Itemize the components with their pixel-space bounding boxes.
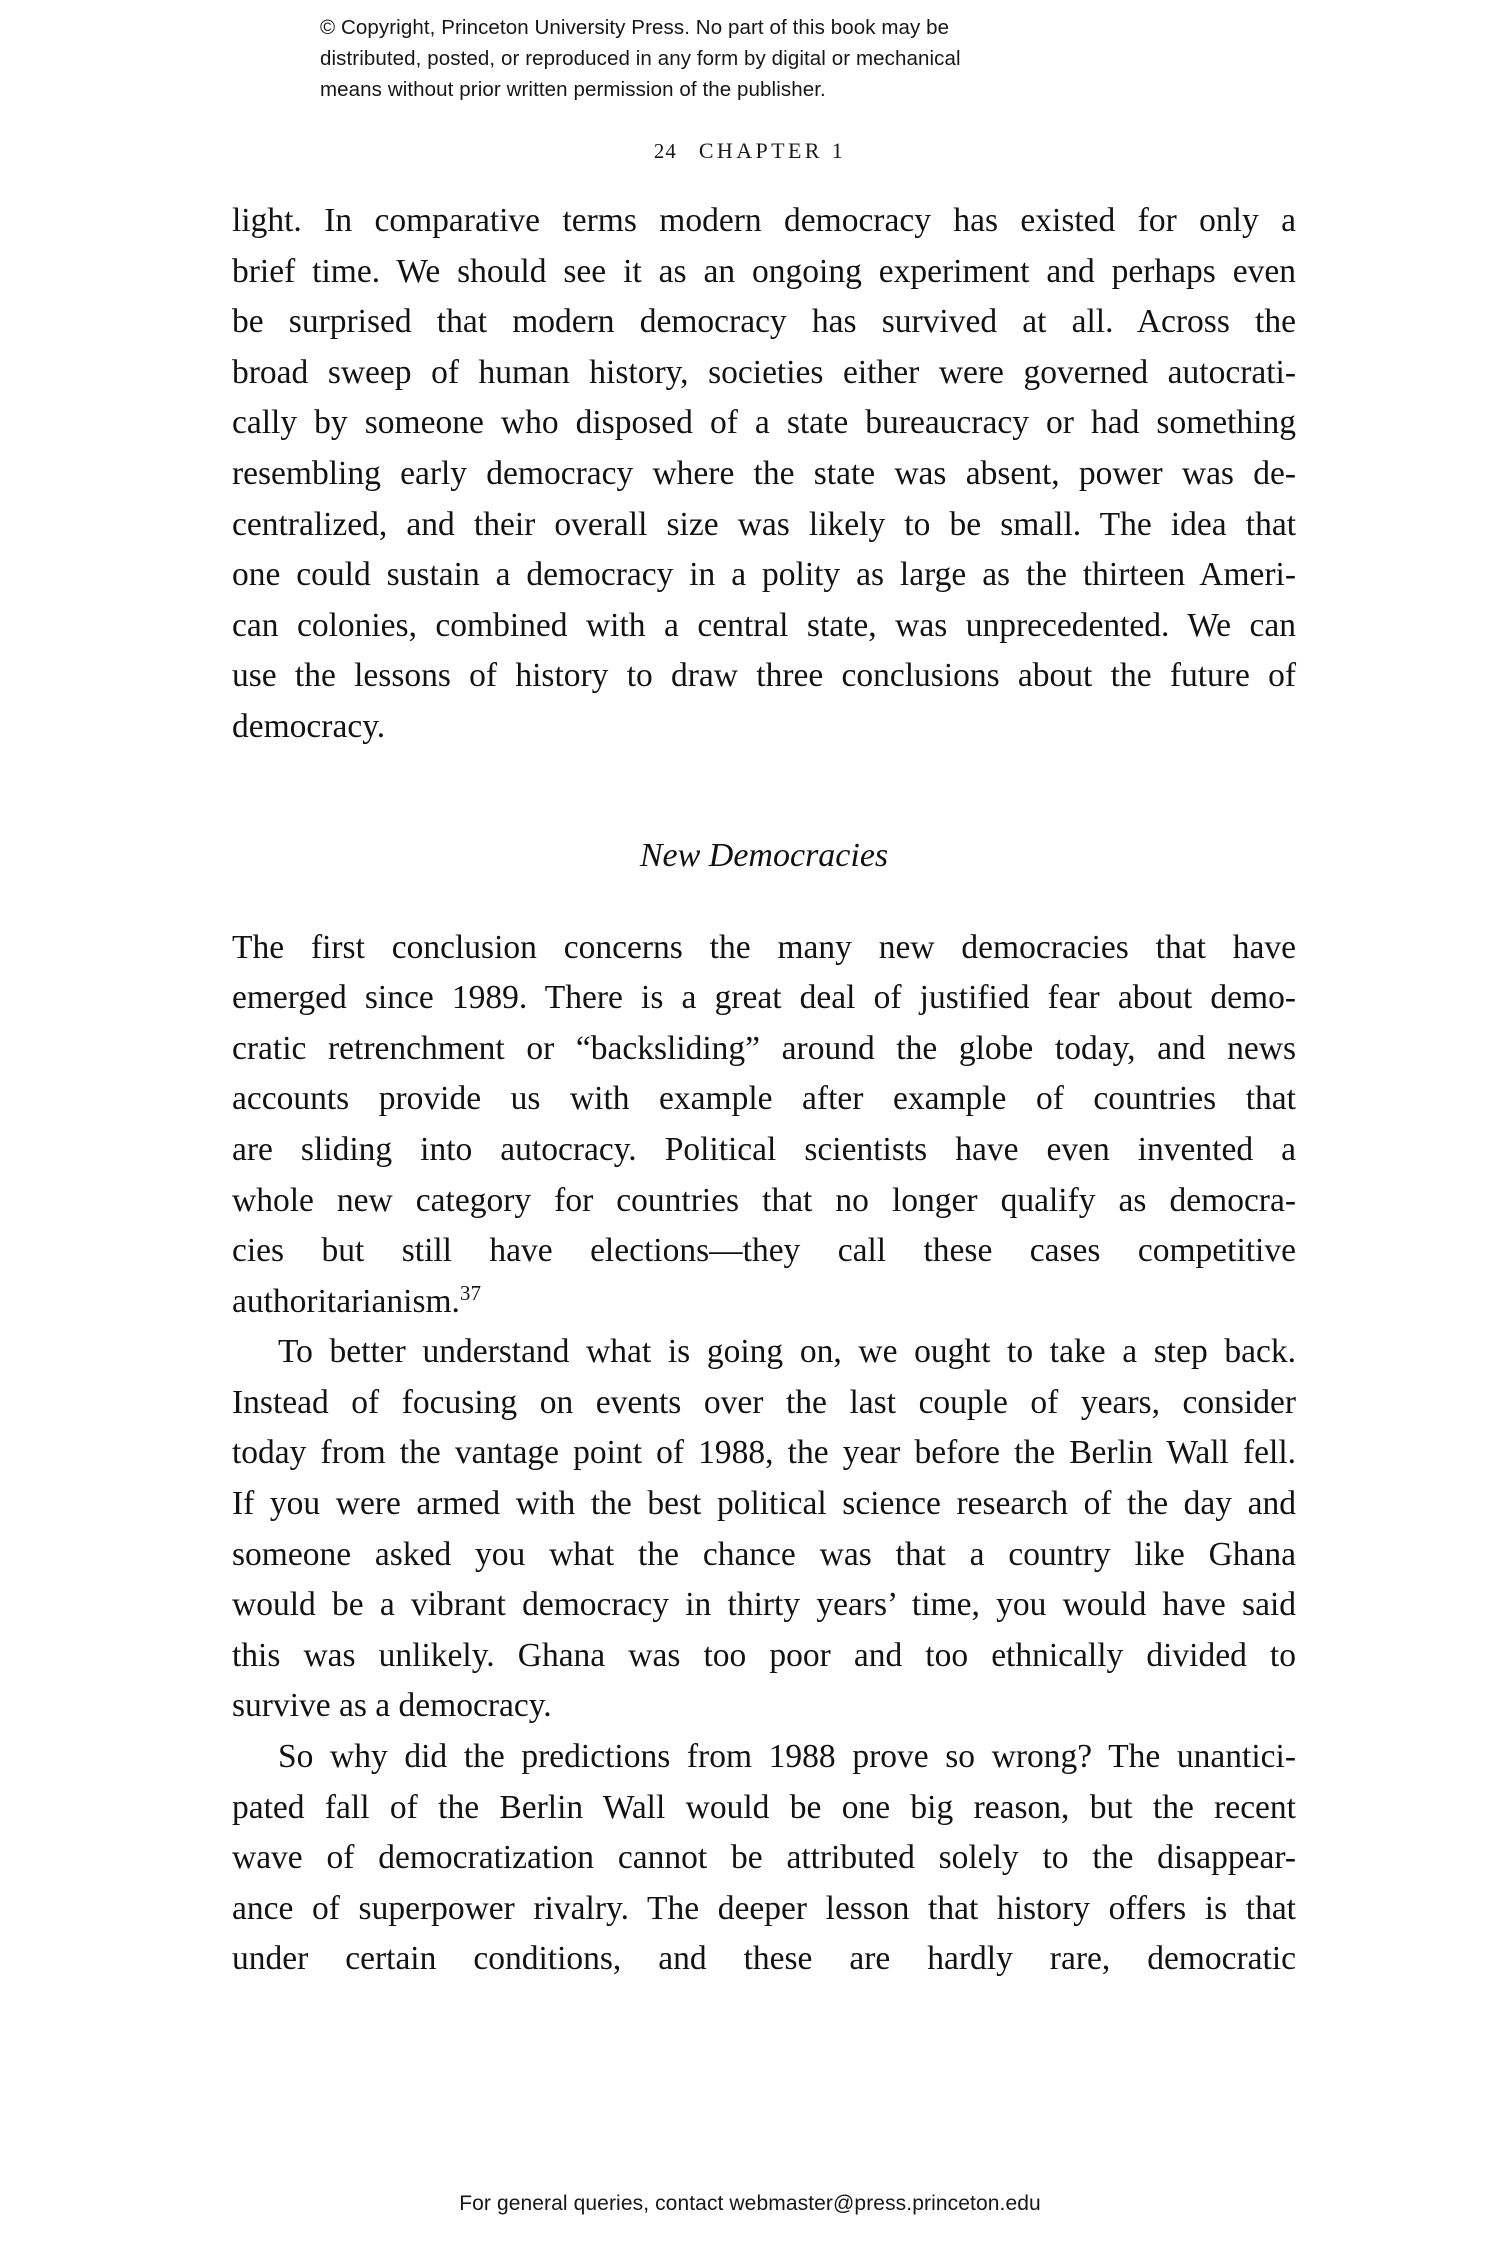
text-line: wave of democratization cannot be attributed solely to the disappear- (232, 1839, 1296, 1877)
body-column (232, 196, 1296, 1985)
text-line: cally by someone who disposed of a state bureaucracy or had something (232, 404, 1296, 442)
text-line: use the lessons of history to draw three conclusions about the future of (232, 657, 1296, 695)
paragraph-continued (232, 196, 1296, 753)
copyright-line-2: distributed, posted, or reproduced in any form by digital or mechanical (320, 47, 961, 70)
footer-contact: For general queries, contact webmaster@press.princeton.edu (459, 2192, 1041, 2215)
text-line: authoritarianism. (232, 1282, 460, 1320)
text-line: cratic retrenchment or “backsliding” around the globe today, and news (232, 1029, 1296, 1067)
page-number: 24 (653, 139, 677, 163)
space-before-heading (232, 753, 1296, 831)
text-line: The first conclusion concerns the many new democracies that have (232, 928, 1296, 966)
text-line: centralized, and their overall size was likely to be small. The idea that (232, 505, 1296, 543)
text-line: cies but still have elections—they call these cases competitive (232, 1232, 1296, 1270)
text-line: emerged since 1989. There is a great deal of justified fear about demo- (232, 979, 1296, 1017)
paragraph-predictions (232, 1732, 1296, 1985)
text-line: can colonies, combined with a central state, was unprecedented. We can (232, 606, 1296, 644)
text-line-with-footnote (232, 1277, 1296, 1328)
text-line: someone asked you what the chance was that a country like Ghana (232, 1535, 1296, 1573)
text-line: survive as a democracy. (232, 1687, 552, 1725)
text-line: whole new category for countries that no longer qualify as democra- (232, 1181, 1296, 1219)
text-line: today from the vantage point of 1988, the year before the Berlin Wall fell. (232, 1434, 1296, 1472)
chapter-label: CHAPTER 1 (698, 138, 847, 163)
text-line: broad sweep of human history, societies either were governed autocrati- (232, 353, 1296, 391)
space-after-heading (232, 881, 1296, 923)
text-line: under certain conditions, and these are hardly rare, democratic (232, 1940, 1296, 1978)
text-line: one could sustain a democracy in a polity as large as the thirteen Ameri- (232, 556, 1296, 594)
running-head (0, 138, 1500, 164)
section-heading: New Democracies (639, 836, 889, 874)
text-line: light. In comparative terms modern democracy has existed for only a (232, 202, 1296, 239)
text-line: Instead of focusing on events over the last couple of years, consider (232, 1383, 1296, 1421)
copyright-line-1: © Copyright, Princeton University Press. No part of this book may be (320, 16, 950, 39)
text-line: this was unlikely. Ghana was too poor and too ethnically divided to (232, 1636, 1296, 1674)
text-line: If you were armed with the best political science research of the day and (232, 1485, 1296, 1523)
footnote-marker[interactable]: 37 (459, 1281, 482, 1305)
paragraph-new-democracies (232, 923, 1296, 1328)
text-line: pated fall of the Berlin Wall would be one big reason, but the recent (232, 1788, 1296, 1826)
copyright-notice (320, 12, 1220, 105)
text-line: brief time. We should see it as an ongoing experiment and perhaps even (232, 252, 1296, 290)
text-line: accounts provide us with example after example of countries that (232, 1080, 1296, 1118)
copyright-line-3: means without prior written permission of the publisher. (320, 78, 826, 101)
paragraph-vantage-point (232, 1327, 1296, 1732)
text-line: are sliding into autocracy. Political scientists have even invented a (232, 1130, 1296, 1168)
text-line: resembling early democracy where the state was absent, power was de- (232, 454, 1296, 492)
text-line: be surprised that modern democracy has survived at all. Across the (232, 303, 1296, 341)
text-line: ance of superpower rivalry. The deeper lesson that history offers is that (232, 1889, 1296, 1927)
text-line: would be a vibrant democracy in thirty years’ time, you would have said (232, 1586, 1296, 1624)
text-line: So why did the predictions from 1988 prove so wrong? The unantici- (278, 1738, 1296, 1776)
text-line: democracy. (232, 707, 386, 745)
text-line: To better understand what is going on, we ought to take a step back. (278, 1333, 1296, 1371)
